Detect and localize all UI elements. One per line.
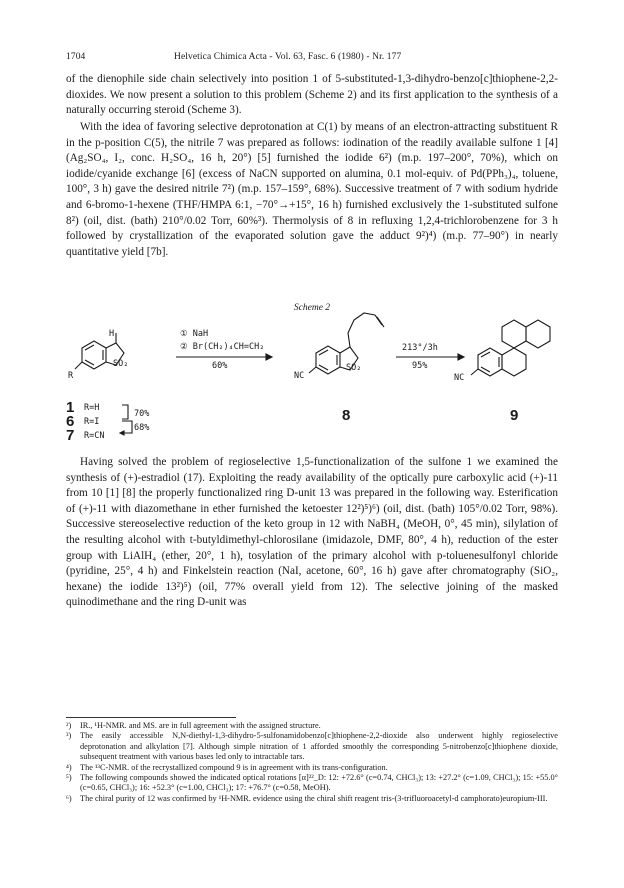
footnote-5 <box>66 773 558 794</box>
compound-1-substituent: R=H <box>84 403 100 413</box>
footnote-text: The easily accessible N,N-diethyl-1,3-dihydro-5-sulfonamidobenzo[c]thiophene-2,2-dioxide also underwent highly regioselective deprotonation and alkylation [7]. Although simple nitration of 1 afforded smoothly the corresponding 5-nitrobenzo[c]thiophene dioxide, subsequent treatment with various bases led only to intractable tars. <box>80 731 558 762</box>
nc-label-9: NC <box>454 373 465 383</box>
footnote-text: IR., ¹H-NMR. and MS. are in full agreement with the assigned structure. <box>80 721 321 730</box>
yield-step-2: 95% <box>412 361 428 371</box>
so2-label: SO₂ <box>113 359 129 369</box>
footnote-mark: ³) <box>66 731 72 741</box>
running-head: Helvetica Chimica Acta - Vol. 63, Fasc. 6 (1980) - Nr. 177 <box>174 52 402 62</box>
hexenyl-chain <box>348 313 375 347</box>
compound-1-number: 1 <box>66 399 75 416</box>
scheme-2 <box>66 303 558 443</box>
compound-6-number: 6 <box>66 413 75 430</box>
nc-label-8: NC <box>294 371 305 381</box>
footnote-mark: ⁴) <box>66 762 72 772</box>
atom-h-label: H <box>109 329 115 339</box>
so2-label-8: SO₂ <box>346 363 362 373</box>
footnote-text: The following compounds showed the indicated optical rotations [α]²²_D: 12: +72.6° (c=0.74, CHCl₃); 13: +27.2° (c=1.09, CHCl₃); 15: +55.0° (c=0.65, CHCl₃); 16: +52.3° (c=1.00, CHCl₃); 17: +76.7° (c=0.58, MeOH). <box>80 773 558 793</box>
reagent-2: ② Br(CH₂)₄CH=CH₂ <box>180 342 265 352</box>
paragraph-3: Having solved the problem of regioselective 1,5-functionalization of the sulfone 1 we examined the synthesis of (+)-estradiol (17). Exploiting the ready availability of the optically pure carboxylic acid (+)-11 from 10 [1] [8] the properly functionalized ring D-unit 13 was prepared in the following way. Esterification of (+)-11 with diazomethane in ether furnished the ketoester 12²)⁵)⁶) (oil, dist. (bath) 105°/0.02 Torr, 98%). Successive stereoselective reduction of the keto group in 12 with NaBH₄ (MeOH, 0°, 45 min), silylation of the resulting alcohol with t-butyldimethyl-chlorosilane (imidazole, DMF, 80°, 4 h), reduction of the ester group with LiAlH₄ (ether, 20°, 1 h), tosylation of the primary alcohol with p-toluenesulfonyl chloride (pyridine, 25°, 4 h) and Finkelstein reaction (NaI, acetone, 60°, 16 h) gave after chromatography (SiO₂, hexane) the iodide 13²)⁵) (oil, 77% overall yield from 12). The selective joining of the masked quinodimethane and the ring D-unit was <box>66 456 558 609</box>
running-header <box>66 52 558 66</box>
footnote-mark: ²) <box>66 721 72 730</box>
yield-1-to-6: 70% <box>134 409 150 419</box>
condition-2: 213°/3h <box>402 343 438 353</box>
reagent-1: ① NaH <box>180 329 209 339</box>
footnote-mark: ⁵) <box>66 773 72 783</box>
ring-b-9 <box>502 348 526 376</box>
paragraph-2: With the idea of favoring selective deprotonation at C(1) by means of an electron-attracting substituent R in the p-position C(5), the nitrile 7 was prepared as follows: iodination of the readily available sulfone 1 [4] (Ag₂SO₄, I₂, conc. H₂SO₄, 16 h, 20°) [5] furnished the iodide 6²) (m.p. 197–200°, 70%), which on iodide/cyanide exchange [6] (excess of NaCN supported on alumina, 0.1 mol-equiv. of Pd(PPh₃)₄, toluene, 100°, 3 h) gave the desired nitrile 7²) (m.p. 157–159°, 68%). Successive treatment of 7 with sodium hydride and 6-bromo-1-hexene (THF/HMPA 6:1, −70°→+15°, 16 h) furnished exclusively the 1-substituted sulfone 8²) (oil, dist. (bath) 210°/0.02 Torr, 60%³). Thermolysis of 8 in refluxing 1,2,4-trichlorobenzene for 3 h followed by crystallization of the evaporated solution gave the adduct 9²)⁴) (m.p. 77–90°) in nearly quantitative yield [7b]. <box>66 121 558 258</box>
footnote-text: The chiral purity of 12 was confirmed by ¹H-NMR. evidence using the chiral shift reagent tris-(3-trifluoroacetyl-d camphorato)europium-III. <box>80 793 548 803</box>
scheme-drawing <box>66 303 558 443</box>
paragraph-1: of the dienophile side chain selectively into position 1 of 5-substituted-1,3-dihydro-benzo[c]thiophene-2,2-dioxides. We now present a solution to this problem (Scheme 2) and its first application to the synthesis of a naturally occurring steroid (Scheme 3). <box>66 73 558 117</box>
footnote-3 <box>66 731 558 762</box>
footnotes <box>66 721 558 804</box>
atom-r-label: R <box>68 371 74 381</box>
ring-d-9 <box>526 320 550 348</box>
yield-step-1: 60% <box>212 361 228 371</box>
compound-9-number: 9 <box>510 407 519 424</box>
footnote-2 <box>66 721 558 731</box>
footnote-6 <box>66 794 558 804</box>
compound-7-number: 7 <box>66 427 75 444</box>
ring-c-9 <box>502 320 526 348</box>
bracket-1-6 <box>122 405 128 419</box>
footnote-mark: ⁶) <box>66 793 72 803</box>
page-number: 1704 <box>66 52 86 62</box>
footnote-4 <box>66 763 558 773</box>
scheme-title: Scheme 2 <box>293 303 331 313</box>
yield-6-to-7: 68% <box>134 423 150 433</box>
compound-6-substituent: R=I <box>84 417 100 427</box>
compound-8-number: 8 <box>342 407 351 424</box>
compound-7-substituent: R=CN <box>84 431 105 441</box>
footnote-text: The ¹³C-NMR. of the recrystallized compound 9 is in agreement with its trans-configuration. <box>80 762 388 772</box>
footnote-divider <box>66 717 236 718</box>
